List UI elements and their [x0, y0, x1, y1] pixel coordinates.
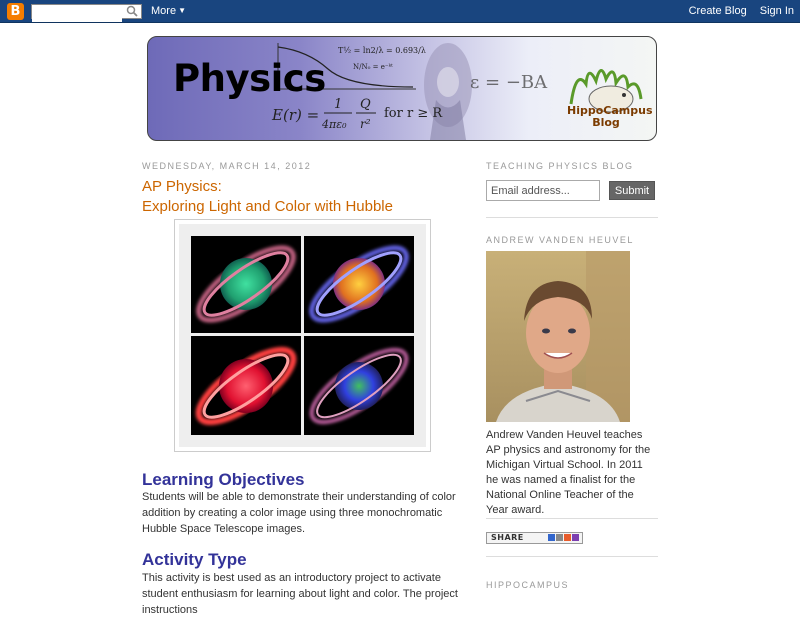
digg-icon: [556, 534, 563, 541]
submit-button[interactable]: Submit: [609, 181, 655, 200]
more-label: More: [151, 5, 177, 17]
profile-heading: ANDREW VANDEN HEUVEL: [486, 235, 634, 245]
svg-text:T½ = ln2/λ = 0.693/λ: T½ = ln2/λ = 0.693/λ: [338, 46, 426, 55]
search-input[interactable]: [32, 9, 122, 22]
sidebar-divider: [486, 518, 658, 519]
post-date: WEDNESDAY, MARCH 14, 2012: [142, 161, 312, 171]
yahoo-icon: [572, 534, 579, 541]
svg-text:N/N₀ = e⁻ᵏᵗ: N/N₀ = e⁻ᵏᵗ: [353, 63, 393, 71]
hippo-line2: Blog: [592, 116, 620, 129]
post-title-line2[interactable]: Exploring Light and Color with Hubble: [142, 198, 393, 215]
share-service-icons: [547, 534, 579, 544]
hippocampus-heading: HIPPOCAMPUS: [486, 580, 570, 590]
svg-text:4πε₀: 4πε₀: [322, 118, 347, 131]
blogger-logo-icon[interactable]: B: [7, 3, 24, 20]
blogger-navbar: [0, 0, 800, 23]
caret-down-icon: ▼: [178, 6, 186, 15]
svg-text:1: 1: [334, 97, 343, 112]
banner-title: Physics: [173, 57, 326, 100]
stumble-icon: [564, 534, 571, 541]
section-heading-objectives: Learning Objectives: [142, 470, 305, 489]
saturn-color-image[interactable]: [174, 219, 431, 452]
create-blog-link[interactable]: Create Blog: [688, 5, 747, 17]
formula-energy: ε = −BA: [470, 72, 548, 93]
subscribe-heading: TEACHING PHYSICS BLOG: [486, 161, 634, 171]
header-banner[interactable]: [147, 36, 657, 141]
profile-description: Andrew Vanden Heuvel teaches AP physics and astronomy for the Michigan Virtual School. In 2011 he was named a finalist for the National Online Teacher of the Year award.: [486, 429, 651, 516]
sidebar-divider: [486, 217, 658, 218]
svg-text:r²: r²: [360, 117, 371, 131]
coulomb-formula: [272, 95, 382, 139]
formula-condition: for r ≥ R: [384, 106, 443, 121]
profile-avatar-icon: [486, 251, 630, 422]
section-text-objectives: Students will be able to demonstrate their understanding of color addition by creating a color image using three monochromatic Hubble Space Telescope images.: [142, 491, 456, 535]
search-box[interactable]: [31, 4, 142, 19]
post-title-line1[interactable]: AP Physics:: [142, 178, 222, 195]
share-label: SHARE: [491, 533, 524, 542]
profile-photo[interactable]: [486, 251, 630, 422]
sign-in-link[interactable]: Sign In: [759, 5, 794, 17]
more-menu[interactable]: [151, 5, 186, 17]
search-icon[interactable]: [126, 5, 138, 17]
newton-portrait-icon: [418, 40, 478, 140]
hippo-line1: HippoCampus: [567, 104, 653, 117]
share-button[interactable]: [486, 532, 583, 544]
section-text-activity: This activity is best used as an introductory project to activate student enthusiasm for learning about light and color. The project instructions: [142, 572, 458, 616]
section-heading-activity: Activity Type: [142, 550, 247, 569]
saturn-grid-icon: [179, 224, 426, 447]
svg-text:Q: Q: [360, 97, 371, 112]
sidebar-divider: [486, 556, 658, 557]
delicious-icon: [548, 534, 555, 541]
nav-right-links: [679, 5, 794, 17]
svg-text:E(r) =: E(r) =: [272, 106, 320, 124]
email-field[interactable]: [486, 180, 600, 201]
post-title[interactable]: [142, 177, 462, 217]
formula-icon: [272, 95, 382, 135]
hippocampus-blog-text: [567, 104, 653, 129]
